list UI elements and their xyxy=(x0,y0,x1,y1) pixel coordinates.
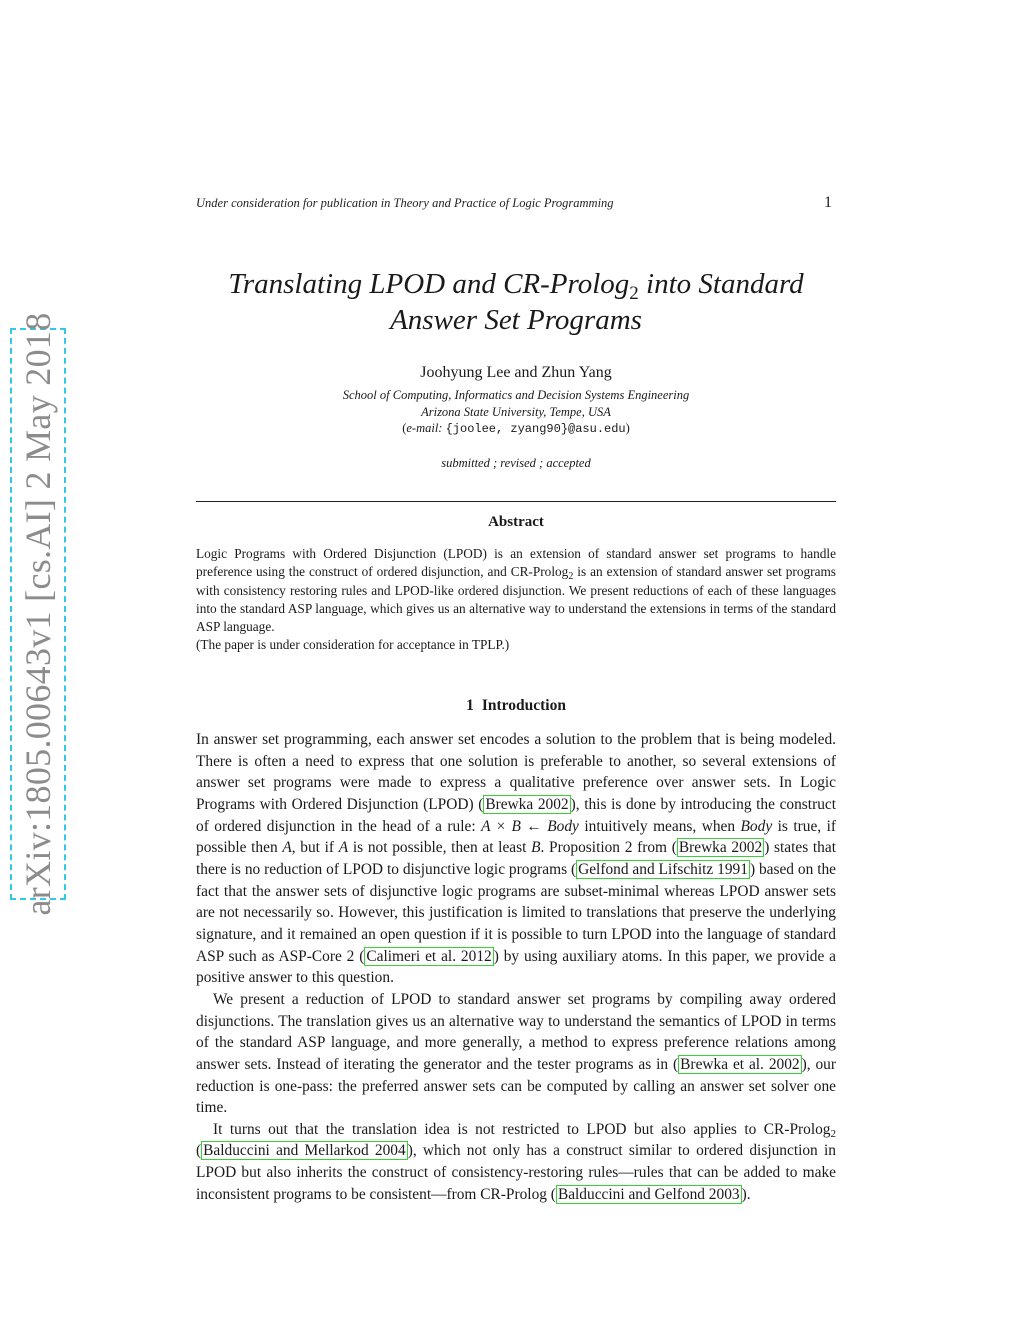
text: In answer set programming, each answer set encodes a solution to the problem that is being modeled. There is often a need to express that one solution is preferable to another, so several extensions of answer set programs were made to express a qualitative preference over answer sets. In Logic Programs with Ordered Disjunction (LPOD) ( xyxy=(196,731,836,813)
email-label: e-mail: xyxy=(406,421,443,435)
text: ) based on the fact that the answer sets of disjunctive logic programs are subset-minimal whereas LPOD answer sets are not necessarily so. However, this justification is limited to translations that preserve the underlying signature, and it remained an open question if it is possible to turn LPOD into the language of standard ASP such as ASP-Core 2 ( xyxy=(196,860,836,965)
citation-link[interactable]: Brewka 2002 xyxy=(678,839,763,857)
section-title: Introduction xyxy=(481,697,566,714)
email-line xyxy=(196,421,836,436)
text: is not possible, then at least xyxy=(348,839,532,857)
text: ), which not only has a construct similar to ordered disjunction in LPOD but also inherits the construct of consistency-restoring rules—rules that can be added to make inconsistent programs to be consistent—from CR-Prolog ( xyxy=(196,1142,836,1203)
title-part-2: into Standard xyxy=(638,268,804,300)
email-open-paren: ( xyxy=(402,421,407,435)
abstract-paragraph xyxy=(196,545,836,636)
submission-status: submitted ; revised ; accepted xyxy=(441,456,591,470)
abstract-subscript: 2 xyxy=(568,571,574,583)
text: is true, if possible then xyxy=(196,817,836,857)
citation-link[interactable]: Balduccini and Gelfond 2003 xyxy=(557,1185,740,1203)
title-subscript: 2 xyxy=(629,283,639,304)
arxiv-identifier: arXiv:1805.00643v1 [cs.AI] 2 May 2018 xyxy=(18,312,58,916)
text: . Proposition 2 from ( xyxy=(540,839,677,857)
title-part-1: Translating LPOD and CR-Prolog xyxy=(228,268,630,300)
text: ), this is done by introducing the construct of ordered disjunction in the head of a rule: xyxy=(196,795,836,835)
introduction-body xyxy=(196,729,836,1205)
text: intuitively means, when xyxy=(578,817,741,835)
authors: Joohyung Lee and Zhun Yang xyxy=(420,364,612,381)
intro-paragraph-2 xyxy=(196,989,836,1119)
citation-link[interactable]: Calimeri et al. 2012 xyxy=(366,947,492,965)
email-address[interactable]: {joolee, zyang90}@asu.edu xyxy=(445,422,626,436)
affiliation-school: School of Computing, Informatics and Decision Systems Engineering xyxy=(342,388,690,402)
math-expression: A xyxy=(282,839,292,857)
abstract-note: (The paper is under consideration for acceptance in TPLP.) xyxy=(196,637,510,653)
paper-title xyxy=(196,266,836,338)
horizontal-rule xyxy=(196,501,836,502)
text: , but if xyxy=(291,839,339,857)
page-number: 1 xyxy=(824,194,832,211)
intro-paragraph-3 xyxy=(196,1119,836,1206)
arxiv-stamp xyxy=(10,312,66,916)
citation-link[interactable]: Gelfond and Lifschitz 1991 xyxy=(578,860,748,878)
abstract-text-1: Logic Programs with Ordered Disjunction (LPOD) is an extension of standard answer set programs to handle preference using the construct of ordered disjunction, and CR-Prolog xyxy=(196,546,836,580)
math-expression: B xyxy=(531,839,541,857)
text: ), our reduction is one-pass: the preferred answer sets can be computed by calling an answer set solver one time. xyxy=(196,1055,837,1117)
running-header: Under consideration for publication in Theory and Practice of Logic Programming xyxy=(196,196,614,210)
citation-link[interactable]: Balduccini and Mellarkod 2004 xyxy=(203,1142,406,1160)
section-number: 1 xyxy=(466,697,474,714)
math-expression: A × B ← Body xyxy=(481,817,579,835)
text: ( xyxy=(196,1142,202,1160)
text: We present a reduction of LPOD to standard answer set programs by compiling away ordered disjunctions. The translation gives us an alternative way to understand the semantics of LPOD in terms of the standard ASP language, and more generally, a method to express preference relations among answer sets. Instead of iterating the generator and the tester programs as in ( xyxy=(196,990,836,1073)
title-line-2: Answer Set Programs xyxy=(390,304,642,336)
text: ). xyxy=(741,1185,751,1203)
abstract-body xyxy=(196,545,836,655)
abstract-text-2: is an extension of standard answer set programs with consistency restoring rules and LPOD-like ordered disjunction. We present reductions of each of these languages into the standard ASP language, which gives us an alternative way to understand the extensions in terms of the standard ASP language. xyxy=(196,564,836,635)
affiliation-university: Arizona State University, Tempe, USA xyxy=(421,405,611,419)
subscript: 2 xyxy=(830,1127,836,1140)
email-close-paren: ) xyxy=(625,421,630,435)
text: It turns out that the translation idea is not restricted to LPOD but also applies to CR-Prolog xyxy=(213,1120,831,1138)
citation-link[interactable]: Brewka et al. 2002 xyxy=(680,1055,800,1073)
text: ) states that there is no reduction of LPOD to disjunctive logic programs ( xyxy=(196,839,836,878)
abstract-heading: Abstract xyxy=(488,514,544,530)
math-expression: A xyxy=(338,839,349,857)
math-expression: Body xyxy=(740,817,773,835)
text: ) by using auxiliary atoms. In this paper, we provide a positive answer to this question. xyxy=(196,947,836,987)
citation-link[interactable]: Brewka 2002 xyxy=(485,795,569,813)
section-heading xyxy=(196,697,836,715)
intro-paragraph-1 xyxy=(196,729,836,989)
